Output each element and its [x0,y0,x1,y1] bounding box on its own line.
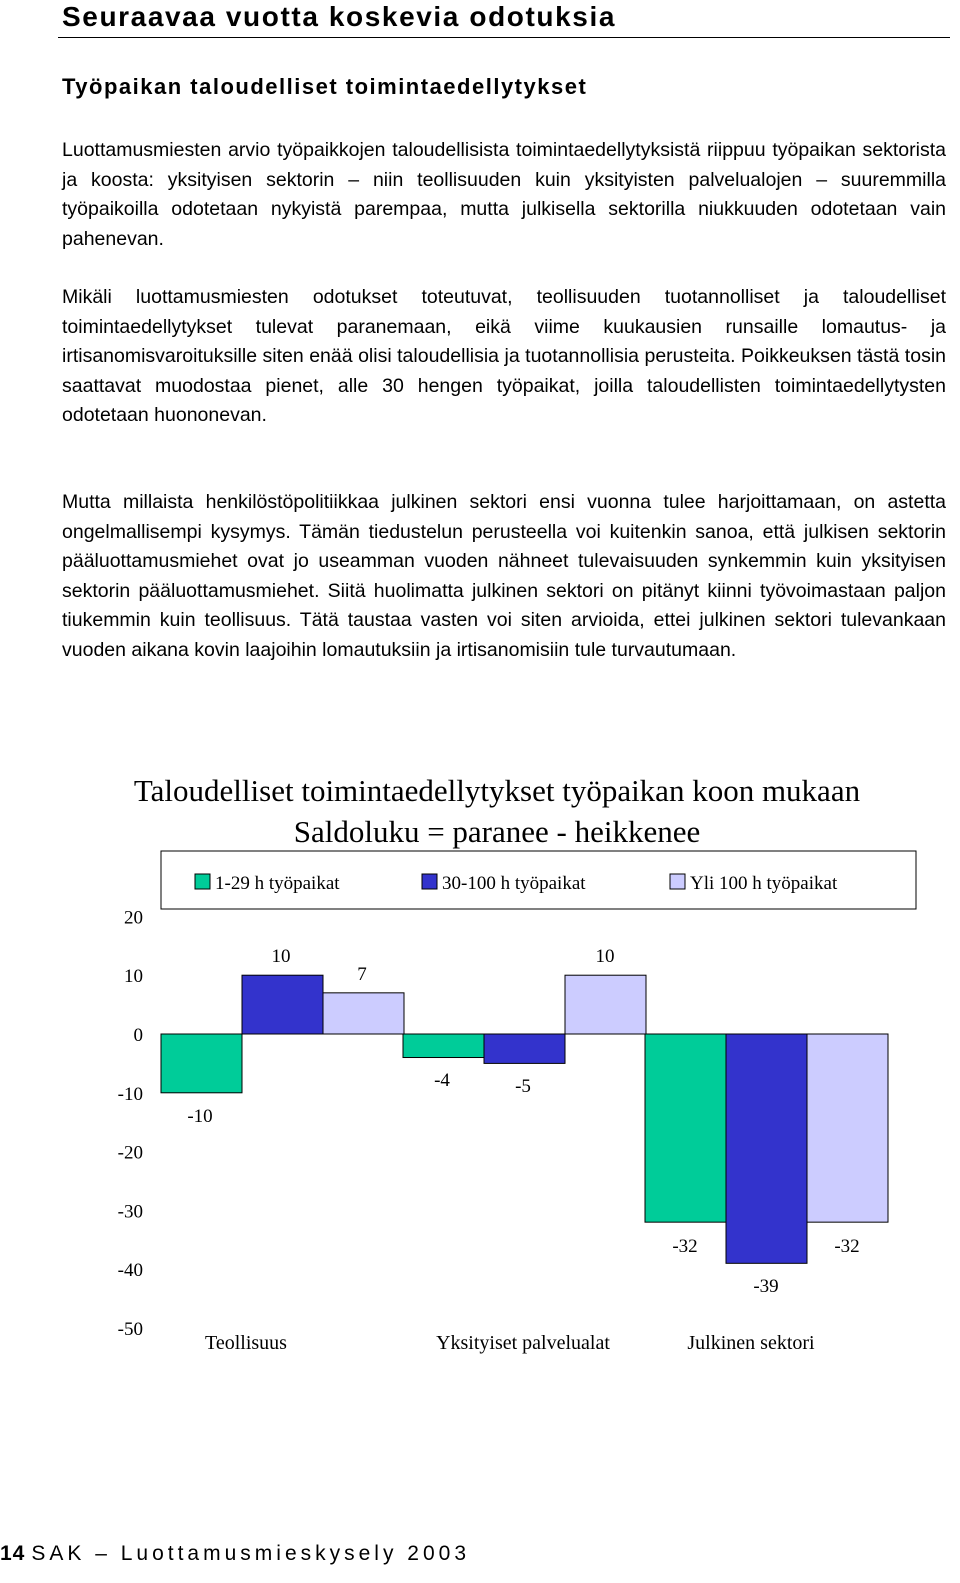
value-label: 10 [595,946,615,967]
title-rule [58,37,950,38]
y-tick-label: -10 [117,1083,143,1105]
bar [484,1034,565,1063]
legend-swatch [195,874,210,889]
chart-title: Taloudelliset toimintaedellytykset työpaikan koon mukaan [133,773,861,808]
bar [645,1034,726,1222]
bar-chart [0,760,960,1380]
value-label: -4 [434,1070,450,1091]
legend-swatch [422,874,437,889]
bar [161,1034,242,1093]
legend-swatch [670,874,685,889]
y-tick-label: -20 [117,1142,143,1164]
chart-subtitle: Saldoluku = paranee - heikkenee [293,814,701,849]
value-label: 10 [271,946,291,967]
category-label: Yksityiset palvelualat [436,1332,610,1354]
footer-text: SAK – Luottamusmieskysely 2003 [31,1542,471,1565]
legend [195,873,838,894]
page-number: 14 [0,1542,26,1565]
category-label: Teollisuus [205,1332,287,1354]
y-tick-label: -30 [117,1201,143,1223]
section-title: Seuraavaa vuotta koskevia odotuksia [62,1,616,32]
value-label: 7 [357,964,367,985]
footer [0,1540,470,1568]
y-tick-label: 10 [124,966,143,988]
value-label: -32 [672,1236,698,1257]
paragraph-3: Mutta millaista henkilöstöpolitiikkaa julkinen sektori ensi vuonna tulee harjoittamaan, on astetta ongelmallisempi kysymys. Tämän tiedustelun perusteella voi kuitenkin sanoa, että julkisen sektorin pääluottamusmiehet ovat jo useamman vuoden nähneet tulevaisuuden synkemmin kuin yksityisen sektorin pääluottamusmiehet. Siitä huolimatta julkinen sektori on pitänyt kiinni työvoimastaan paljon tiukemmin kuin teollisuus. Tätä taustaa vasten voi siten arvioida, ettei julkinen sektori tulevankaan vuoden aikana kovin laajoihin lomautuksiin ja irtisanomisiin tule turvautumaan. [62,491,946,661]
bar [242,975,323,1034]
y-tick-label: -40 [117,1260,143,1282]
bars [161,975,888,1263]
legend-label: 30-100 h työpaikat [442,873,586,894]
value-label: -32 [834,1236,860,1257]
y-axis [118,907,143,1340]
paragraph-1: Luottamusmiesten arvio työpaikkojen taloudellisista toimintaedellytyksistä riippuu työpaikan sektorista ja koosta: yksityisen sektorin – niin teollisuuden kuin yksityisten palvelualojen – suuremmilla työpaikoilla odotetaan nykyistä parempaa, mutta julkisella sektorilla niukkuuden odotetaan vain pahenevan. [62,139,946,250]
value-label: -10 [187,1106,213,1127]
paragraph-2: Mikäli luottamusmiesten odotukset toteutuvat, teollisuuden tuotannolliset ja taloudelliset toimintaedellytykset tulevat paranemaan, eikä viime kuukausien runsaille lomautus- ja irtisanomisvaroituksille siten enää olisi taloudellisia ja tuotannollisia perusteita. Poikkeuksen tästä tosin saattavat muodostaa pienet, alle 30 hengen työpaikat, joilla taloudellisten toimintaedellytysten odotetaan huononevan. [62,286,946,426]
value-label: -5 [515,1076,531,1097]
y-tick-label: 20 [124,907,143,929]
bar [323,993,404,1034]
value-label: -39 [753,1276,779,1297]
bar [807,1034,888,1222]
bar [403,1034,484,1058]
category-label: Julkinen sektori [687,1332,815,1354]
bar [726,1034,807,1263]
y-tick-label: -50 [117,1319,143,1340]
y-tick-label: 0 [133,1025,143,1046]
x-axis-labels [205,1332,815,1354]
bar [565,975,646,1034]
sub-title: Työpaikan taloudelliset toimintaedellytykset [62,74,588,99]
legend-label: 1-29 h työpaikat [215,873,340,894]
legend-label: Yli 100 h työpaikat [690,873,838,894]
